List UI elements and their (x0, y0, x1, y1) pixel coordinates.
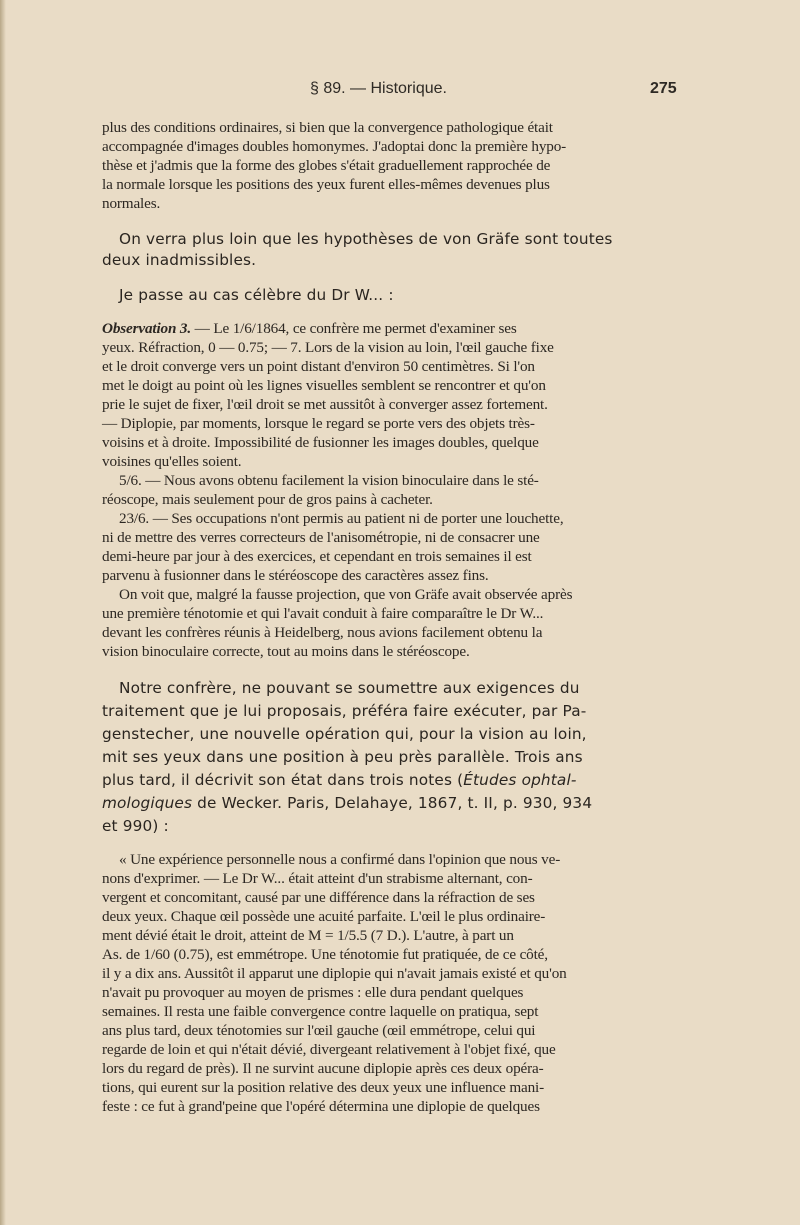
text-line-part: de Wecker. Paris, Delahaye, 1867, t. II, p. 930, 934 (192, 794, 593, 812)
text-line: demi-heure par jour à des exercices, et cependant en trois semaines il est (102, 548, 532, 565)
text-line: On voit que, malgré la fausse projection, que von Gräfe avait observée après (119, 586, 573, 603)
text-line: et le droit converge vers un point distant d'environ 50 centimètres. Si l'on (102, 358, 535, 375)
observation-label: Observation 3. (102, 320, 192, 337)
text-line-part: plus tard, il décrivit son état dans trois notes ( (102, 771, 464, 789)
text-line: mit ses yeux dans une position à peu près parallèle. Trois ans (102, 748, 583, 766)
text-line: n'avait pu provoquer au moyen de prismes : elle dura pendant quelques (102, 984, 524, 1001)
text-line: 5/6. — Nous avons obtenu facilement la vision binoculaire dans le sté- (119, 472, 539, 489)
text-line: vergent et concomitant, causé par une différence dans la réfraction de ses (102, 889, 535, 906)
text-line: — Diplopie, par moments, lorsque le regard se porte vers des objets très- (102, 415, 535, 432)
page-number: 275 (650, 80, 677, 97)
text-line: thèse et j'admis que la forme des globes s'était graduellement rapprochée de (102, 157, 551, 174)
text-line: deux yeux. Chaque œil possède une acuité parfaite. L'œil le plus ordinaire- (102, 908, 546, 925)
page-edge (0, 0, 6, 1225)
text-line (102, 794, 592, 812)
running-title: § 89. — Historique. (310, 80, 447, 97)
text-line: accompagnée d'images doubles homonymes. J'adoptai donc la première hypo- (102, 138, 567, 155)
text-line: normales. (102, 195, 161, 212)
text-line: plus des conditions ordinaires, si bien que la convergence pathologique était (102, 119, 553, 136)
text-line: ment dévié était le droit, atteint de M = 1/5.5 (7 D.). L'autre, à part un (102, 927, 514, 944)
text-line: prie le sujet de fixer, l'œil droit se met aussitôt à converger assez fortement. (102, 396, 548, 413)
text-line: voisines qu'elles soient. (102, 453, 242, 470)
text-line: traitement que je lui proposais, préféra faire exécuter, par Pa- (102, 702, 587, 720)
text-line: nons d'exprimer. — Le Dr W... était atteint d'un strabisme alternant, con- (102, 870, 533, 887)
text-line: réoscope, mais seulement pour de gros pains à cacheter. (102, 491, 433, 508)
text-line: lors du regard de près). Il ne survint aucune diplopie après ces deux opéra- (102, 1060, 544, 1077)
text-line: voisins et à droite. Impossibilité de fusionner les images doubles, quelque (102, 434, 539, 451)
text-line: ans plus tard, deux ténotomies sur l'œil gauche (œil emmétrope, celui qui (102, 1022, 536, 1039)
text-line: semaines. Il resta une faible convergence contre laquelle on pratiqua, sept (102, 1003, 539, 1020)
text-line: vision binoculaire correcte, tout au moins dans le stéréoscope. (102, 643, 470, 660)
text-line: deux inadmissibles. (102, 251, 257, 269)
text-line: regarde de loin et qui n'était dévié, divergeant relativement à l'objet fixé, que (102, 1041, 556, 1058)
text-line: 23/6. — Ses occupations n'ont permis au patient ni de porter une louchette, (119, 510, 564, 527)
text-line: Notre confrère, ne pouvant se soumettre aux exigences du (119, 679, 580, 697)
text-line: ni de mettre des verres correcteurs de l'anisométropie, ni de consacrer une (102, 529, 540, 546)
text-line: met le doigt au point où les lignes visuelles semblent se rencontrer et qu'on (102, 377, 546, 394)
text-line: parvenu à fusionner dans le stéréoscope des caractères assez fins. (102, 567, 489, 584)
text-line: On verra plus loin que les hypothèses de von Gräfe sont toutes (119, 230, 613, 248)
text-line: feste : ce fut à grand'peine que l'opéré détermina une diplopie de quelques (102, 1098, 540, 1115)
observation-first-line-text: — Le 1/6/1864, ce confrère me permet d'examiner ses (191, 320, 517, 337)
text-line: la normale lorsque les positions des yeux furent elles-mêmes devenues plus (102, 176, 550, 193)
text-line: il y a dix ans. Aussitôt il apparut une diplopie qui n'avait jamais existé et qu'on (102, 965, 567, 982)
running-header (0, 80, 800, 104)
text-line: tions, qui eurent sur la position relative des deux yeux une influence mani- (102, 1079, 544, 1096)
text-line: genstecher, une nouvelle opération qui, pour la vision au loin, (102, 725, 587, 743)
italic-title-part: Études ophtal- (463, 771, 577, 789)
observation-first-line (102, 320, 517, 338)
text-line: devant les confrères réunis à Heidelberg, nous avions facilement obtenu la (102, 624, 543, 641)
text-line: As. de 1/60 (0.75), est emmétrope. Une ténotomie fut pratiquée, de ce côté, (102, 946, 548, 963)
text-line: yeux. Réfraction, 0 — 0.75; — 7. Lors de la vision au loin, l'œil gauche fixe (102, 339, 554, 356)
text-line: et 990) : (102, 817, 169, 835)
text-line: une première ténotomie et qui l'avait conduit à faire comparaître le Dr W... (102, 605, 544, 622)
text-line: « Une expérience personnelle nous a confirmé dans l'opinion que nous ve- (119, 851, 561, 868)
italic-title-part: mologiques (102, 794, 193, 812)
text-line (102, 771, 577, 789)
text-line: Je passe au cas célèbre du Dr W... : (119, 286, 394, 304)
